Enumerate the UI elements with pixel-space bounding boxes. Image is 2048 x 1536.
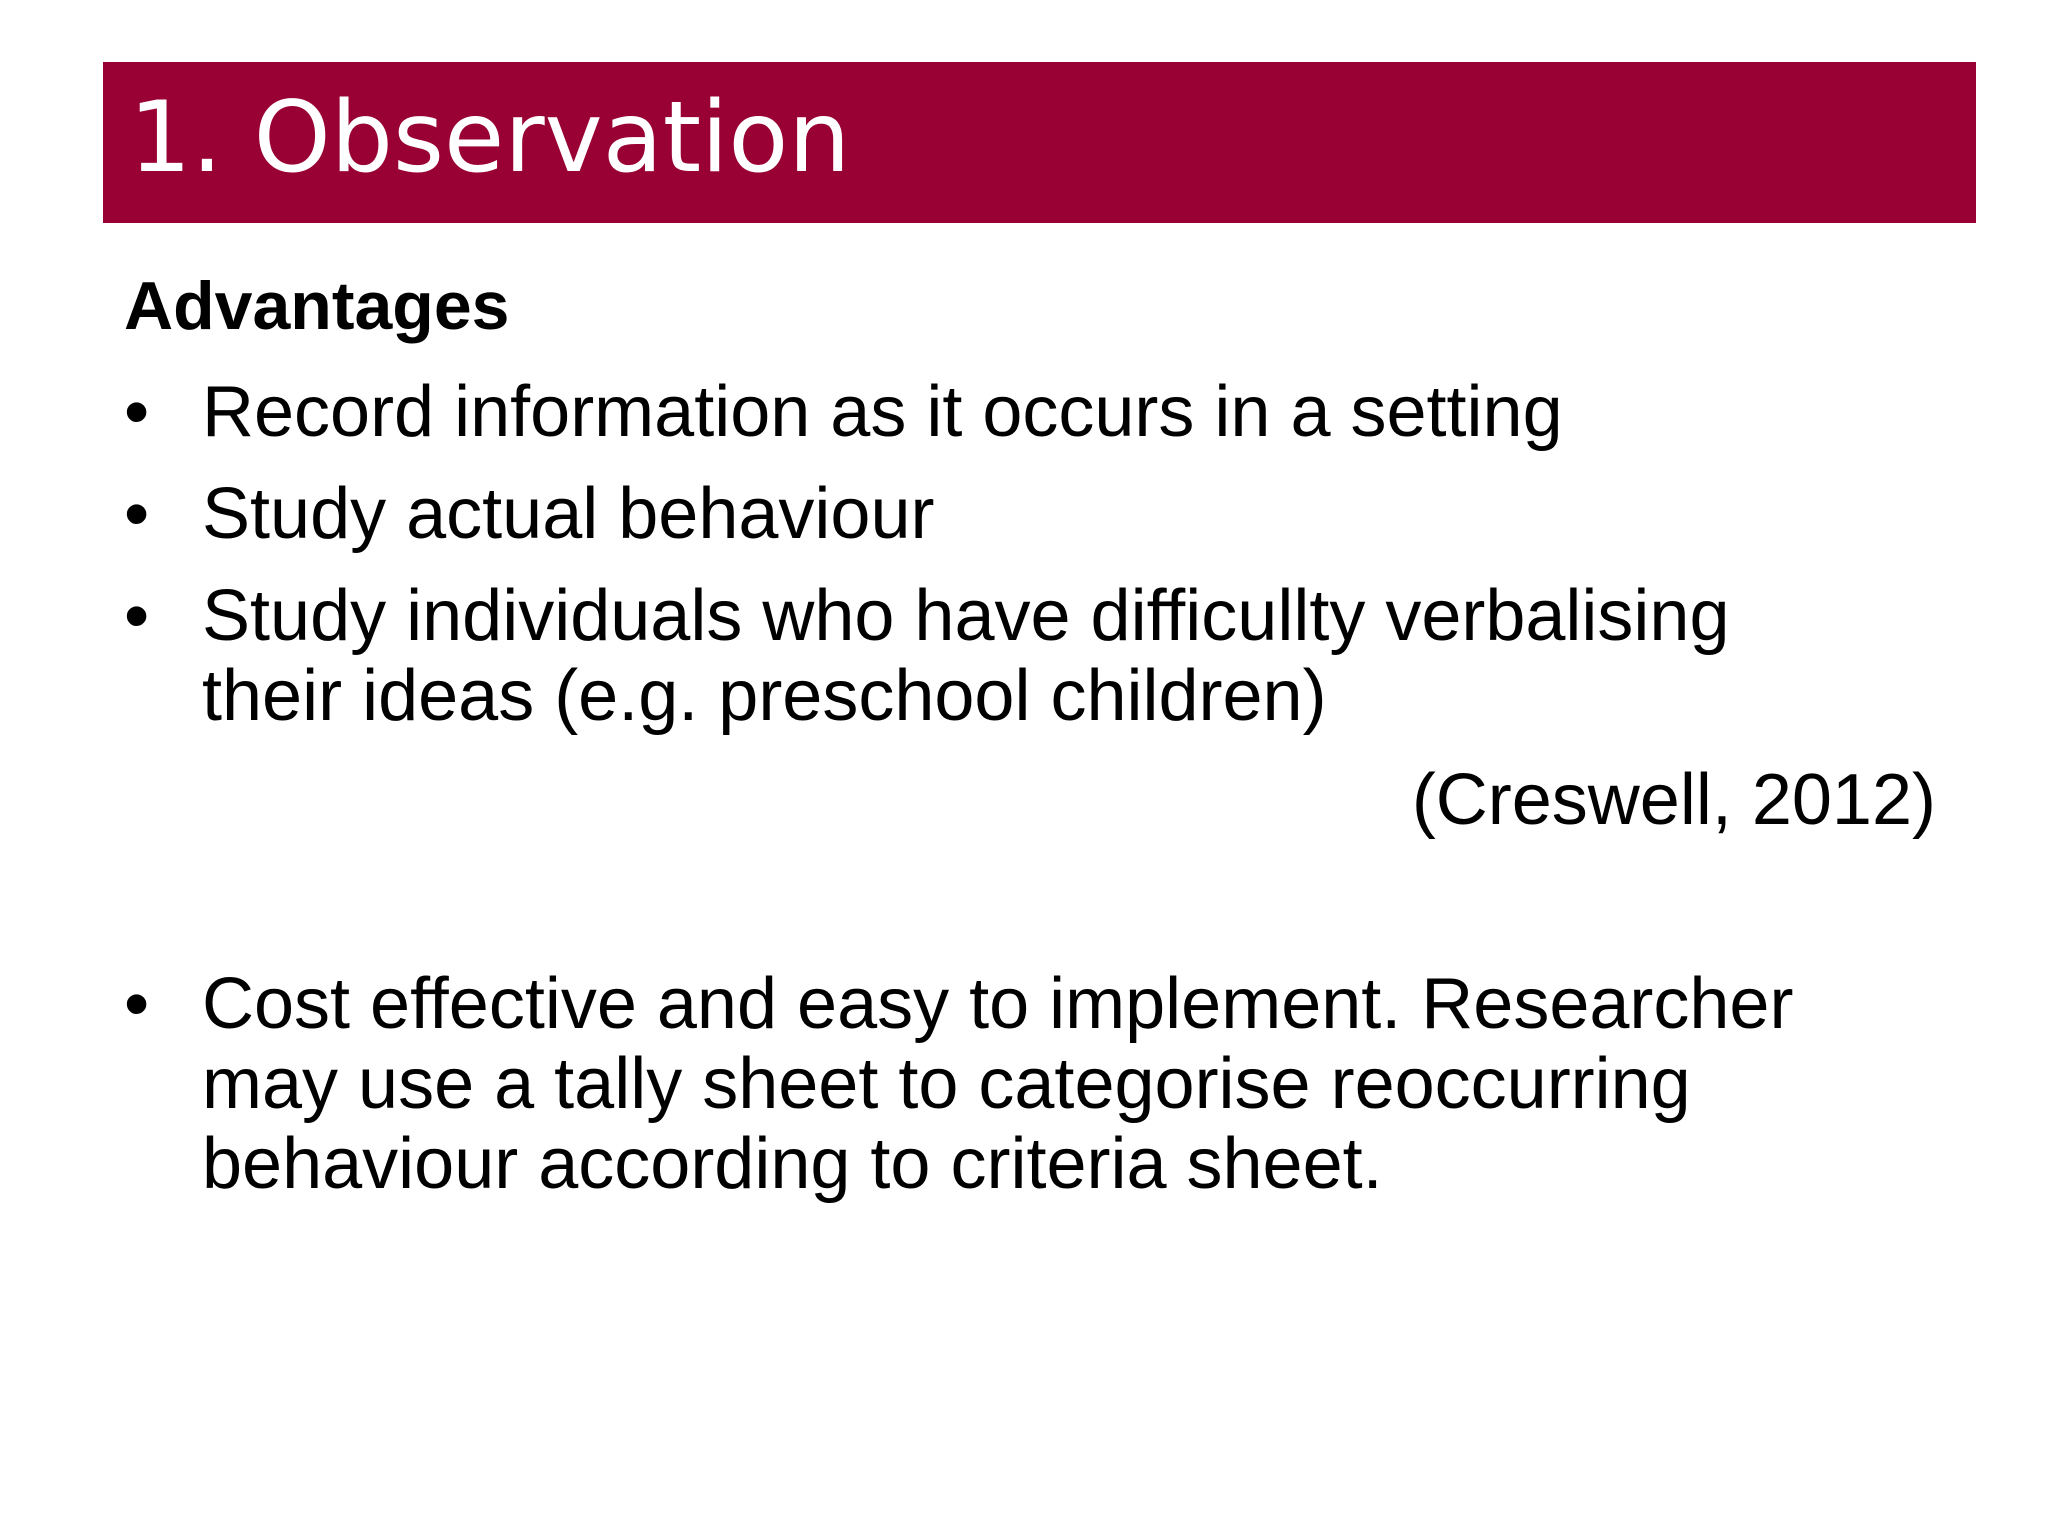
title-bar: [103, 62, 1976, 223]
bullet-text: Study individuals who have difficullty verbalising their ideas (e.g. preschool children): [202, 576, 1730, 736]
bullet-text: Study actual behaviour: [202, 474, 935, 554]
section-heading: Advantages: [124, 268, 510, 344]
bullet-dot-icon: •: [124, 372, 150, 452]
bullet-item: [124, 576, 1964, 736]
citation: (Creswell, 2012): [1411, 760, 1936, 840]
bullet-dot-icon: •: [124, 964, 150, 1044]
bullet-text: Record information as it occurs in a setting: [202, 372, 1563, 452]
bullet-text: Cost effective and easy to implement. Researcher may use a tally sheet to categorise reoccurring behaviour according to criteria sheet.: [202, 964, 1794, 1204]
bullet-item: [124, 474, 1964, 554]
slide-title: 1. Observation: [129, 81, 851, 195]
bullet-item: [124, 964, 1964, 1204]
bullet-dot-icon: •: [124, 576, 150, 656]
bullet-item: [124, 372, 1964, 452]
bullet-dot-icon: •: [124, 474, 150, 554]
